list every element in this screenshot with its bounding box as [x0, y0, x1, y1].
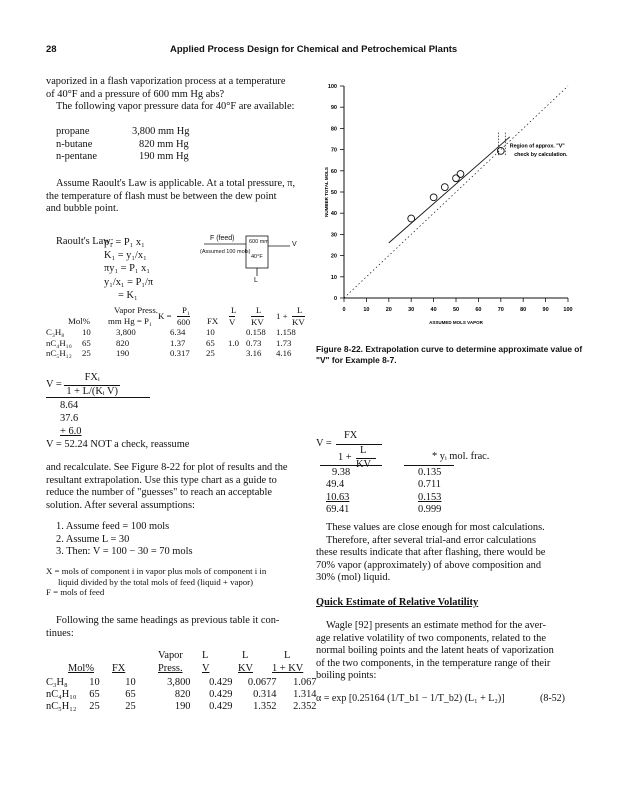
list-item	[56, 151, 189, 164]
col-header: KV	[251, 317, 264, 327]
v-equation-lhs: V =	[316, 438, 332, 449]
cell: 10	[125, 677, 136, 688]
step: 3. Then: V = 100 − 30 = 70 mols	[56, 546, 193, 558]
follow-line: Following the same headings as previous table it con-	[56, 615, 280, 626]
rows-rule	[320, 465, 382, 466]
step: 2. Assume L = 30	[56, 533, 130, 545]
caption-line: "V" for Example 8-7.	[316, 354, 397, 365]
cell	[228, 327, 246, 338]
component-name: n-butane	[56, 138, 93, 150]
col-header: 1 +	[276, 311, 288, 321]
cell: nC₅H₁₂	[46, 701, 77, 712]
extrapolation-chart	[322, 80, 582, 338]
cell: 9.38	[332, 467, 351, 478]
definitions	[46, 566, 326, 598]
cell: 0.0677	[247, 677, 277, 688]
sketch-feed: F (feed)	[210, 235, 235, 242]
data-point	[430, 194, 437, 201]
x-tick-label: 70	[497, 307, 504, 313]
equation: y₁/x₁ = P₁/π	[104, 276, 154, 288]
x-tick-label: 30	[408, 307, 415, 313]
data-point	[457, 171, 464, 178]
cell: 3,800	[116, 327, 136, 337]
cell: nC₅H₁₂	[46, 348, 72, 358]
intro-text	[46, 76, 306, 114]
recalc-line: resultant extrapolation. Use this type chart as a guide to	[46, 474, 277, 486]
col-header: KV	[238, 663, 254, 674]
cell: 2.352	[293, 701, 317, 712]
col-header: 600	[177, 317, 191, 327]
cell-value: 0.153	[418, 491, 442, 503]
recalc-line: and recalculate. See Figure 8-22 for plot of results and the	[46, 462, 288, 473]
definition-line: F = mols of feed	[46, 587, 105, 597]
assume-text	[46, 178, 306, 216]
follow-line: tinues:	[46, 627, 74, 639]
col-header: L	[256, 305, 262, 315]
table-row	[46, 348, 296, 359]
cell: 190	[174, 701, 191, 712]
col-header: L	[202, 650, 209, 661]
x-tick-label: 100	[563, 307, 573, 313]
component-value: 190 mm Hg	[139, 151, 189, 163]
cell: 25	[89, 701, 100, 712]
cell: 0.429	[209, 701, 233, 712]
figure-caption	[316, 344, 586, 365]
col-header: Mol%	[68, 316, 90, 326]
list-item	[56, 126, 189, 139]
wagle-text	[316, 620, 578, 683]
cell: 10	[82, 327, 91, 337]
assume-line: the temperature of flash must be between the dew point	[46, 190, 277, 202]
sketch-v: V	[292, 241, 297, 248]
x-tick-label: 90	[542, 307, 549, 313]
table-row	[326, 504, 441, 516]
col-header: L	[242, 650, 249, 661]
v-equation-fx: FX	[344, 430, 358, 441]
y-tick-label: 30	[330, 232, 337, 239]
x-tick-label: 10	[363, 307, 370, 313]
equation: = K₁	[118, 289, 138, 301]
wagle-line: Wagle [92] presents an estimate method for the aver-	[326, 620, 546, 631]
wagle-line: normal boiling points and the latent heats of vaporization	[316, 645, 554, 657]
rows-rule-right	[404, 465, 454, 466]
v-equation	[46, 372, 120, 398]
col-header: Vapor	[158, 650, 183, 661]
table1	[46, 327, 296, 359]
cell: 65	[206, 337, 215, 348]
y-tick-label: 80	[330, 126, 337, 133]
fit-line	[389, 137, 510, 243]
col-header: FX	[112, 663, 126, 674]
vapor-pressure-list	[56, 126, 189, 164]
y-tick-label: 90	[330, 105, 337, 112]
cell: 25	[82, 348, 91, 358]
cell: 65	[89, 689, 100, 700]
recalc-line: reduce the number of "guesses" to reach an acceptable	[46, 487, 273, 499]
y-tick-label: 10	[330, 274, 337, 281]
cell	[326, 492, 418, 504]
v-y-table	[326, 467, 441, 517]
cell: 0.314	[253, 689, 277, 700]
cell: nC₄H₁₀	[46, 689, 77, 700]
cell: 0.711	[418, 479, 441, 491]
cell: 65	[82, 337, 91, 348]
cell-value: 10.63	[326, 491, 350, 503]
y-tick-label: 100	[327, 84, 337, 90]
table2-header	[46, 650, 316, 678]
cell: C₃H₈	[46, 327, 65, 337]
cell: 49.4	[326, 479, 345, 491]
recalc-line: solution. After several assumptions:	[46, 499, 195, 511]
sketch-pressure: 600 mm	[249, 239, 269, 245]
close-text	[316, 522, 578, 585]
cell: 1.158	[276, 327, 296, 337]
cell: 25	[125, 701, 136, 712]
cell: 1.73	[276, 337, 292, 348]
table-row	[326, 492, 441, 504]
flash-sketch	[200, 232, 310, 292]
v-equation-denominator: 1 + L/(Kᵢ V)	[66, 385, 118, 397]
sum-value: + 6.0	[60, 426, 82, 437]
col-header: V	[229, 317, 236, 327]
component-value: 3,800 mm Hg	[132, 126, 190, 137]
y-tick-label: 70	[330, 147, 337, 154]
step: 1. Assume feed = 100 mols	[56, 521, 170, 532]
reference-line	[344, 86, 568, 298]
sum-value: 37.6	[60, 413, 79, 424]
table2	[46, 677, 317, 713]
cell: nC₄H₁₀	[46, 337, 72, 348]
col-header: K =	[158, 311, 172, 321]
recalc-text	[46, 462, 316, 512]
close-line: these results indicate that after flashing, there would be	[316, 547, 546, 559]
y-tick-label: 20	[330, 253, 337, 260]
y-tick-label: 40	[330, 211, 337, 218]
equation: K₁ = y₁/x₁	[104, 250, 147, 262]
component-name: propane	[56, 126, 90, 137]
x-tick-label: 40	[430, 307, 437, 313]
raoult-equations	[104, 236, 153, 302]
cell: 65	[125, 689, 136, 700]
cell: C₃H₈	[46, 677, 68, 688]
cell: 3.16	[246, 348, 262, 358]
cell: 0.135	[418, 467, 442, 478]
col-header: L	[231, 305, 237, 315]
equation-8-52: α = exp [0.25164 (1/T_b1 − 1/T_b2) (L₁ + L₂)]	[316, 693, 505, 704]
cell: 1.314	[293, 689, 317, 700]
cell: 69.41	[326, 504, 350, 516]
col-header: L	[297, 305, 303, 315]
v-equation-rule	[336, 444, 382, 445]
data-point	[453, 175, 460, 182]
cell: 0.429	[209, 689, 233, 700]
v-equation-l: L	[360, 445, 367, 456]
cell: 6.34	[170, 327, 186, 337]
v-equation-kv: KV	[356, 459, 372, 470]
sum-values	[60, 399, 81, 438]
cell: 190	[116, 348, 130, 358]
sketch-temp: 40°F	[251, 254, 263, 260]
assume-line: Assume Raoult's Law is applicable. At a total pressure, π,	[56, 178, 296, 189]
cell: 10	[89, 677, 100, 688]
col-header: Vapor Press.	[114, 305, 158, 315]
close-line: These values are close enough for most calculations.	[326, 522, 545, 533]
definition-line: liquid divided by the total mols of feed (liquid + vapor)	[58, 576, 254, 587]
cell: 4.16	[276, 348, 292, 358]
running-title: Applied Process Design for Chemical and Petrochemical Plants	[170, 44, 458, 55]
col-header: KV	[292, 317, 305, 327]
table-row	[46, 689, 317, 701]
table-row	[326, 479, 441, 491]
cell: 820	[116, 337, 130, 348]
table-row	[46, 327, 296, 338]
equation: πy₁ = P₁ x₁	[104, 263, 150, 275]
cell: 1.067	[293, 677, 317, 688]
table-row	[46, 701, 317, 713]
annotation: Region of approx. "V"	[509, 143, 565, 150]
definition-line: X = mols of component i in vapor plus mols of component i in	[46, 566, 267, 576]
page-number: 28	[46, 44, 57, 55]
follow-text	[46, 615, 316, 640]
component-value: 820 mm Hg	[139, 138, 189, 150]
col-header: P₁	[182, 305, 190, 315]
result-line: V = 52.24 NOT a check, reassume	[46, 439, 190, 450]
col-header: Press.	[158, 663, 183, 674]
table-row	[46, 338, 296, 349]
cell: 0.73	[246, 337, 262, 348]
wagle-line: of the two components, in the temperature range of their	[316, 657, 551, 669]
equation: p₁ = P₁ x₁	[104, 237, 145, 248]
v-equation-lhs: V =	[46, 378, 62, 390]
col-header: V	[202, 663, 210, 674]
intro-line: vaporized in a flash vaporization process at a temperature	[46, 76, 286, 87]
sketch-assumed: (Assumed 100 mols)	[200, 249, 251, 255]
x-tick-label: 0	[342, 307, 346, 313]
annotation: check by calculation.	[514, 151, 568, 158]
raoult-label: Raoult's Law:	[56, 236, 114, 247]
list-item	[56, 139, 189, 152]
col-header: mm Hg = P₁	[108, 316, 152, 326]
close-line: 30% (mol) liquid.	[316, 572, 391, 584]
y-tick-label: 0	[333, 296, 337, 302]
col-header: FX	[207, 316, 219, 326]
x-tick-label: 60	[475, 307, 482, 313]
wagle-line: boiling points:	[316, 670, 377, 682]
x-axis-label: ASSUMED MOLS VAPOR	[429, 320, 483, 325]
intro-line: The following vapor pressure data for 40°F are available:	[56, 101, 295, 113]
cell: 0.429	[209, 677, 233, 688]
section-title: Quick Estimate of Relative Volatility	[316, 597, 479, 608]
caption-line: Figure 8-22. Extrapolation curve to determine approximate value of	[316, 344, 583, 354]
table-row	[326, 467, 441, 479]
cell: 1.0	[228, 337, 239, 348]
y-axis-label: NUMBER TOTAL MOLS	[324, 167, 329, 217]
cell	[228, 348, 246, 359]
x-tick-label: 20	[385, 307, 392, 313]
sketch-l: L	[254, 277, 258, 284]
data-point	[408, 215, 415, 222]
data-point	[441, 184, 448, 191]
intro-line: of 40°F and a pressure of 600 mm Hg abs?	[46, 88, 225, 100]
v-equation-one: 1 +	[338, 452, 352, 463]
cell: 10	[206, 327, 215, 337]
cell: 0.158	[246, 327, 266, 337]
close-line: 70% vapor (approximately) of above composition and	[316, 559, 542, 571]
cell: 1.352	[253, 701, 277, 712]
assumption-steps	[56, 521, 193, 559]
assume-line: and bubble point.	[46, 203, 119, 215]
cell: 820	[174, 689, 191, 700]
cell: 1.37	[170, 337, 186, 348]
col-header: 1 + KV	[272, 663, 304, 674]
sum-value: 8.64	[60, 400, 79, 411]
x-tick-label: 50	[452, 307, 460, 313]
component-name: n-pentane	[56, 151, 97, 163]
yi-label: * yᵢ mol. frac.	[432, 451, 490, 462]
v-equation-numerator: FXᵢ	[64, 372, 120, 386]
col-header: Mol%	[68, 663, 94, 674]
col-header: L	[284, 650, 291, 661]
x-tick-label: 80	[520, 307, 527, 313]
table-row	[46, 677, 317, 689]
v-equation-right	[316, 430, 466, 470]
cell: 3,800	[167, 677, 191, 688]
wagle-line: age relative volatility of two components, related to the	[316, 632, 546, 644]
cell: 0.317	[170, 348, 190, 358]
y-tick-label: 50	[330, 190, 337, 196]
cell: 25	[206, 348, 215, 358]
y-tick-label: 60	[330, 168, 337, 175]
cell	[418, 492, 441, 504]
v-equation-rule	[46, 397, 150, 398]
close-line: Therefore, after several trial-and error calculations	[326, 534, 536, 546]
equation-number: (8-52)	[540, 693, 565, 704]
cell: 0.999	[418, 504, 442, 516]
